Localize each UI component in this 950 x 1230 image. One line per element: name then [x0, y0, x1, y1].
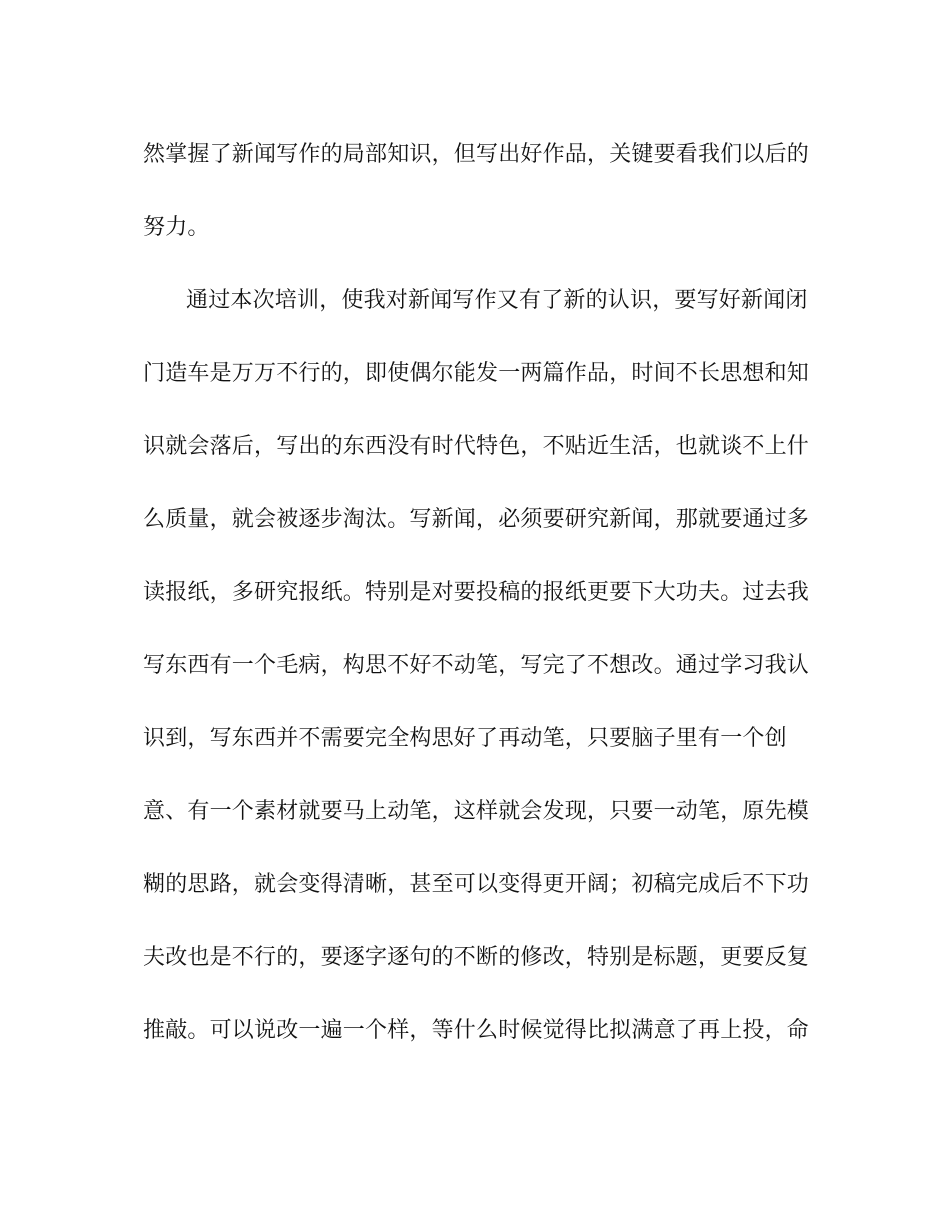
- text-line: 识就会落后，写出的东西没有时代特色，不贴近生活，也就谈不上什: [143, 434, 810, 459]
- text-line: 意、有一个素材就要马上动笔，这样就会发现，只要一动笔，原先模: [143, 799, 810, 824]
- text-line: 推敲。可以说改一遍一个样，等什么时候觉得比拟满意了再上投，命: [143, 1018, 810, 1043]
- text-line: 门造车是万万不行的，即使偶尔能发一两篇作品，时间不长思想和知: [143, 361, 810, 386]
- text-line: 写东西有一个毛病，构思不好不动笔，写完了不想改。通过学习我认: [143, 653, 810, 678]
- text-line: 夫改也是不行的，要逐字逐句的不断的修改，特别是标题，更要反复: [143, 945, 810, 970]
- paragraph-first-line: 通过本次培训，使我对新闻写作又有了新的认识，要写好新闻闭: [186, 288, 808, 313]
- text-line: 然掌握了新闻写作的局部知识，但写出好作品，关键要看我们以后的: [143, 142, 810, 167]
- text-line: 糊的思路，就会变得清晰，甚至可以变得更开阔；初稿完成后不下功: [143, 872, 810, 897]
- text-line: 努力。: [143, 215, 210, 240]
- text-line: 识到，写东西并不需要完全构思好了再动笔，只要脑子里有一个创: [143, 726, 787, 751]
- text-line: 么质量，就会被逐步淘汰。写新闻，必须要研究新闻，那就要通过多: [143, 507, 810, 532]
- text-line: 读报纸，多研究报纸。特别是对要投稿的报纸更要下大功夫。过去我: [143, 580, 810, 605]
